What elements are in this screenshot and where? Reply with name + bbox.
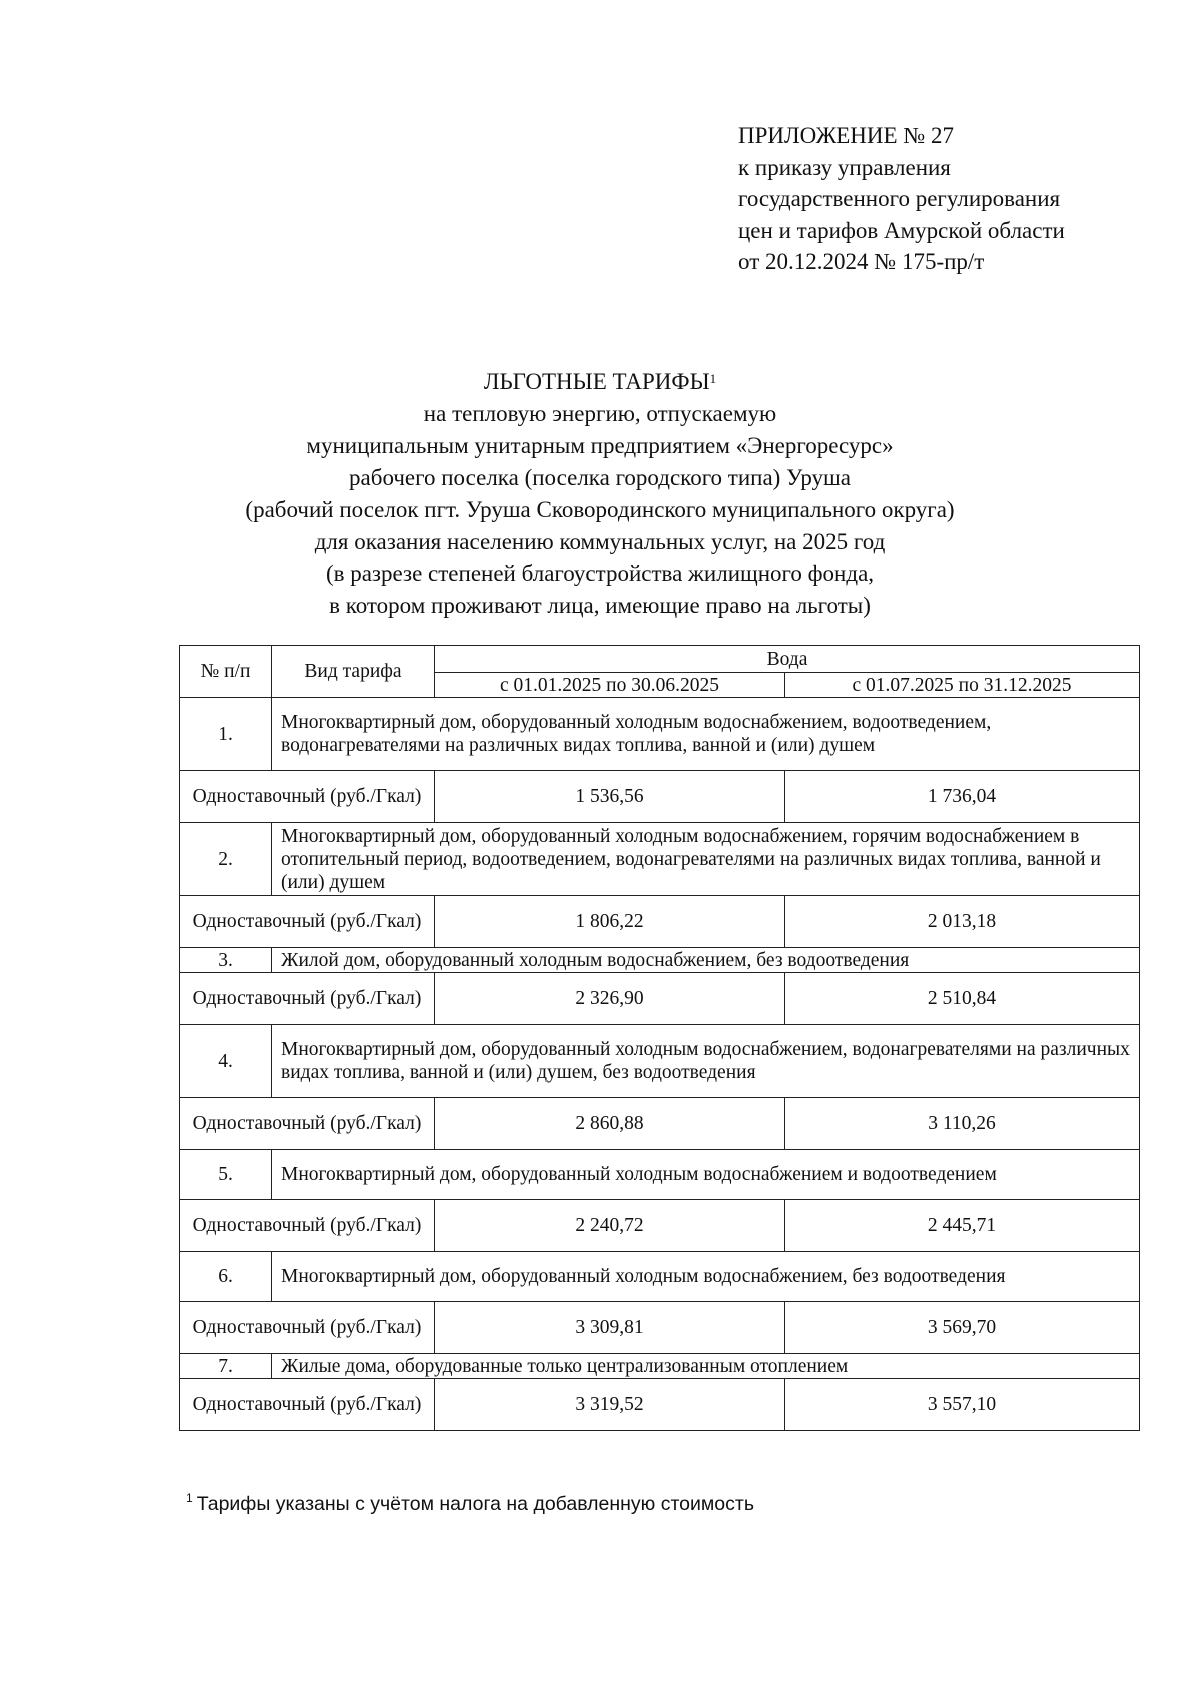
table-row-values [180, 1098, 1140, 1150]
tariff-value-period-1: 3 309,81 [435, 1302, 785, 1354]
tariff-table [179, 645, 1140, 1431]
tariff-type: Одноставочный (руб./Гкал) [180, 973, 435, 1025]
table-row-category [180, 1252, 1140, 1302]
tariff-value-period-1: 2 240,72 [435, 1200, 785, 1252]
row-number: 5. [180, 1150, 272, 1200]
table-row-category [180, 823, 1140, 896]
row-category: Многоквартирный дом, оборудованный холодным водоснабжением, горячим водоснабжением в отопительный период, водоотведением, водонагревателями на различных видах топлива, ванной и (или) душем [272, 823, 1140, 896]
row-number: 4. [180, 1025, 272, 1098]
appendix-order-date: от 20.12.2024 № 175-пр/т [738, 249, 985, 274]
tariff-value-period-1: 1 536,56 [435, 771, 785, 823]
appendix-line: государственного регулирования [738, 186, 1061, 211]
footnote [186, 1493, 754, 1516]
header-water: Вода [435, 646, 1140, 673]
appendix-title: ПРИЛОЖЕНИЕ № 27 [738, 123, 955, 148]
row-category: Многоквартирный дом, оборудованный холодным водоснабжением и водоотведением [272, 1150, 1140, 1200]
tariff-value-period-2: 1 736,04 [785, 771, 1140, 823]
header-num: № п/п [180, 646, 272, 698]
tariff-type: Одноставочный (руб./Гкал) [180, 1379, 435, 1431]
title-line: в котором проживают лица, имеющие право на льготы) [329, 593, 871, 618]
table-row-values [180, 896, 1140, 948]
table-row-category [180, 1354, 1140, 1379]
table-row-values [180, 1379, 1140, 1431]
title-line: муниципальным унитарным предприятием «Энергоресурс» [306, 433, 894, 458]
footnote-mark: 1 [186, 1491, 193, 1505]
table-row-category [180, 1025, 1140, 1098]
document-title [120, 366, 1080, 622]
row-category: Многоквартирный дом, оборудованный холодным водоснабжением, без водоотведения [272, 1252, 1140, 1302]
tariff-value-period-2: 2 445,71 [785, 1200, 1140, 1252]
row-number: 2. [180, 823, 272, 896]
title-line: рабочего поселка (поселка городского типа) Уруша [349, 465, 851, 490]
row-number: 1. [180, 698, 272, 771]
appendix-line: к приказу управления [738, 154, 951, 180]
title-line: для оказания населению коммунальных услуг, на 2025 год [314, 529, 886, 554]
table-row-values [180, 1302, 1140, 1354]
table-row-category [180, 698, 1140, 771]
header-period-2: с 01.07.2025 по 31.12.2025 [785, 673, 1140, 698]
tariff-type: Одноставочный (руб./Гкал) [180, 1200, 435, 1252]
tariff-value-period-1: 2 860,88 [435, 1098, 785, 1150]
tariff-value-period-2: 2 510,84 [785, 973, 1140, 1025]
table-row-values [180, 771, 1140, 823]
table-row-values [180, 1200, 1140, 1252]
tariff-type: Одноставочный (руб./Гкал) [180, 896, 435, 948]
tariff-type: Одноставочный (руб./Гкал) [180, 771, 435, 823]
tariff-type: Одноставочный (руб./Гкал) [180, 1302, 435, 1354]
title-main [120, 366, 1080, 398]
table-row-category [180, 1150, 1140, 1200]
tariff-type: Одноставочный (руб./Гкал) [180, 1098, 435, 1150]
title-line: (в разрезе степеней благоустройства жилищного фонда, [325, 561, 875, 586]
row-category: Жилые дома, оборудованные только централизованным отоплением [272, 1354, 1140, 1379]
title-main-text: ЛЬГОТНЫЕ ТАРИФЫ [483, 369, 710, 394]
table-row-values [180, 973, 1140, 1025]
row-number: 6. [180, 1252, 272, 1302]
title-line: на тепловую энергию, отпускаемую [423, 401, 777, 426]
tariff-value-period-2: 3 557,10 [785, 1379, 1140, 1431]
tariff-value-period-1: 3 319,52 [435, 1379, 785, 1431]
header-tariff-kind: Вид тарифа [272, 646, 435, 698]
tariff-value-period-2: 2 013,18 [785, 896, 1140, 948]
footnote-text: Тарифы указаны с учётом налога на добавленную стоимость [196, 1493, 754, 1515]
tariff-value-period-2: 3 110,26 [785, 1098, 1140, 1150]
row-category: Многоквартирный дом, оборудованный холодным водоснабжением, водонагревателями на различных видах топлива, ванной и (или) душем, без водоотведения [272, 1025, 1140, 1098]
row-number: 3. [180, 948, 272, 973]
table-row-category [180, 948, 1140, 973]
tariff-value-period-2: 3 569,70 [785, 1302, 1140, 1354]
appendix-header [738, 120, 1178, 278]
title-line: (рабочий поселок пгт. Уруша Сковородинского муниципального округа) [245, 497, 955, 522]
row-category: Жилой дом, оборудованный холодным водоснабжением, без водоотведения [272, 948, 1140, 973]
tariff-value-period-1: 1 806,22 [435, 896, 785, 948]
row-number: 7. [180, 1354, 272, 1379]
appendix-line: цен и тарифов Амурской области [738, 217, 1065, 243]
title-footnote-mark: 1 [709, 371, 717, 386]
tariff-value-period-1: 2 326,90 [435, 973, 785, 1025]
row-category: Многоквартирный дом, оборудованный холодным водоснабжением, водоотведением, водонагревателями на различных видах топлива, ванной и (или) душем [272, 698, 1140, 771]
header-period-1: с 01.01.2025 по 30.06.2025 [435, 673, 785, 698]
